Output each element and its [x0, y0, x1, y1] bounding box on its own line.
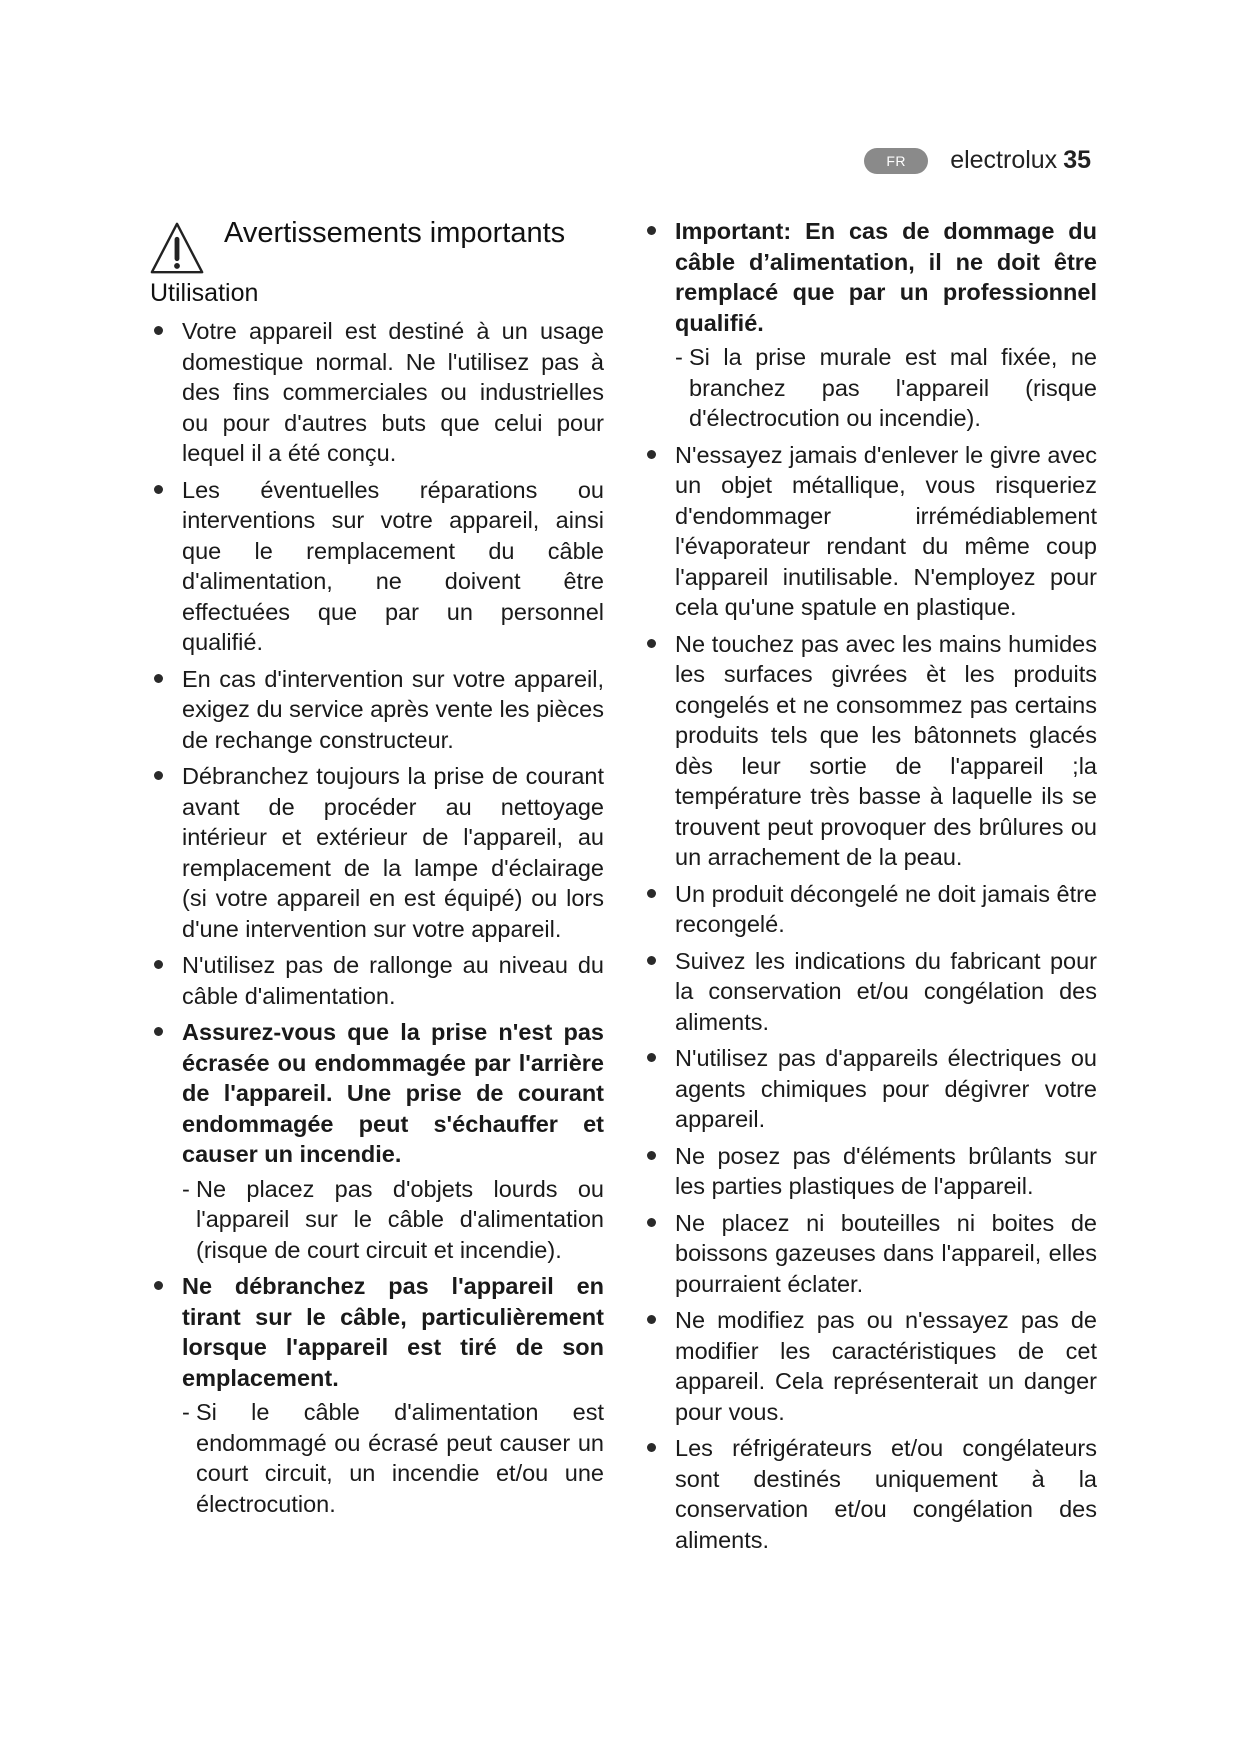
sub-note-text: Ne placez pas d'objets lourds ou l'appareil sur le câble d'alimentation (risque de court circuit et incendie).	[196, 1175, 604, 1263]
list-item	[150, 761, 604, 944]
bullet-icon	[154, 674, 163, 683]
list-item	[150, 950, 604, 1011]
bullet-icon	[154, 1027, 163, 1036]
sub-note	[182, 1174, 604, 1266]
bullet-icon	[647, 639, 656, 648]
left-list	[150, 316, 604, 1519]
bullet-icon	[647, 1218, 656, 1227]
bullet-icon	[154, 960, 163, 969]
bullet-icon	[154, 1281, 163, 1290]
page-title: Avertissements importants	[224, 217, 566, 249]
sub-note	[182, 1397, 604, 1519]
list-item	[643, 1208, 1097, 1300]
dash-marker: -	[675, 344, 683, 370]
item-text: Ne débranchez pas l'appareil en tirant sur le câble, particulièrement lorsque l'appareil est tiré de son emplacement.	[182, 1273, 604, 1391]
list-item	[150, 475, 604, 658]
list-item	[643, 1043, 1097, 1135]
list-item	[150, 316, 604, 469]
left-column	[150, 216, 604, 1525]
list-item	[643, 1141, 1097, 1202]
list-item	[643, 216, 1097, 434]
brand-line	[950, 146, 1091, 175]
bullet-icon	[647, 889, 656, 898]
brand-name: electrolux	[950, 146, 1058, 174]
bullet-icon	[647, 956, 656, 965]
bullet-icon	[154, 326, 163, 335]
bullet-icon	[154, 771, 163, 780]
item-text: En cas d'intervention sur votre appareil, exigez du service après vente les pièces de rechange constructeur.	[182, 665, 604, 753]
dash-marker: -	[182, 1399, 190, 1425]
item-text: N'essayez jamais d'enlever le givre avec un objet métallique, vous risqueriez d'endommager irrémédiablement l'évaporateur rendant du même coup l'appareil inutilisable. N'employez pour cela qu'une spatule en plastique.	[675, 441, 1097, 620]
item-text: Ne touchez pas avec les mains humides les surfaces givrées èt les produits congelés et ne consommez pas certains produits tels que les bâtonnets glacés dès leur sortie de l'appareil ;la température très basse à laquelle ils se trouvent peut provoquer des brûlures ou un arrachement de la peau.	[675, 630, 1097, 870]
sub-note	[675, 342, 1097, 434]
item-text: Ne posez pas d'éléments brûlants sur les parties plastiques de l'appareil.	[675, 1142, 1097, 1199]
warning-icon	[148, 220, 206, 278]
list-item	[150, 1017, 604, 1265]
section-heading: Utilisation	[150, 279, 259, 307]
bullet-icon	[647, 226, 656, 235]
item-text: Important: En cas de dommage du câble d’alimentation, il ne doit être remplacé que par un professionnel qualifié.	[675, 218, 1097, 336]
sub-note-text: Si le câble d'alimentation est endommagé ou écrasé peut causer un court circuit, un incendie et/ou une électrocution.	[196, 1399, 604, 1517]
item-text: Les éventuelles réparations ou interventions sur votre appareil, ainsi que le remplacement du câble d'alimentation, ne doivent être effectuées que par un personnel qualifié.	[182, 476, 604, 655]
item-text: N'utilisez pas d'appareils électriques ou agents chimiques pour dégivrer votre appareil.	[675, 1045, 1097, 1132]
list-item	[643, 946, 1097, 1038]
item-text: Ne placez ni bouteilles ni boites de boissons gazeuses dans l'appareil, elles pourraient éclater.	[675, 1209, 1097, 1297]
right-column	[643, 216, 1097, 1561]
list-item	[643, 629, 1097, 873]
page-header	[864, 146, 1091, 175]
list-item	[643, 1305, 1097, 1427]
list-item	[643, 440, 1097, 623]
dash-marker: -	[182, 1175, 190, 1202]
item-text: Les réfrigérateurs et/ou congélateurs sont destinés uniquement à la conservation et/ou congélation des aliments.	[675, 1435, 1097, 1553]
bullet-icon	[647, 1151, 656, 1160]
language-badge: FR	[864, 148, 928, 174]
item-text: Assurez-vous que la prise n'est pas écrasée ou endommagée par l'arrière de l'appareil. Une prise de courant endommagée peut s'échauffer et causer un incendie.	[182, 1019, 604, 1167]
bullet-icon	[154, 485, 163, 494]
item-text: Ne modifiez pas ou n'essayez pas de modifier les caractéristiques de cet appareil. Cela représenterait un danger pour vous.	[675, 1307, 1097, 1425]
bullet-icon	[647, 1053, 656, 1062]
item-text: N'utilisez pas de rallonge au niveau du câble d'alimentation.	[182, 952, 604, 1009]
list-item	[643, 1433, 1097, 1555]
bullet-icon	[647, 1443, 656, 1452]
item-text: Débranchez toujours la prise de courant avant de procéder au nettoyage intérieur et extérieur de l'appareil, au remplacement de la lampe d'éclairage (si votre appareil en est équipé) ou lors d'une intervention sur votre appareil.	[182, 763, 604, 942]
item-text: Suivez les indications du fabricant pour la conservation et/ou congélation des aliments.	[675, 947, 1097, 1035]
list-item	[643, 879, 1097, 940]
bullet-icon	[647, 1315, 656, 1324]
bullet-icon	[647, 450, 656, 459]
sub-note-text: Si la prise murale est mal fixée, ne branchez pas l'appareil (risque d'électrocution ou incendie).	[689, 344, 1097, 431]
list-item	[150, 664, 604, 756]
title-row	[150, 216, 604, 286]
page-number: 35	[1063, 146, 1091, 174]
list-item	[150, 1271, 604, 1519]
item-text: Un produit décongelé ne doit jamais être recongelé.	[675, 880, 1097, 937]
right-list	[643, 216, 1097, 1555]
item-text: Votre appareil est destiné à un usage domestique normal. Ne l'utilisez pas à des fins commerciales ou industrielles ou pour d'autres buts que celui pour lequel il a été conçu.	[182, 318, 604, 466]
